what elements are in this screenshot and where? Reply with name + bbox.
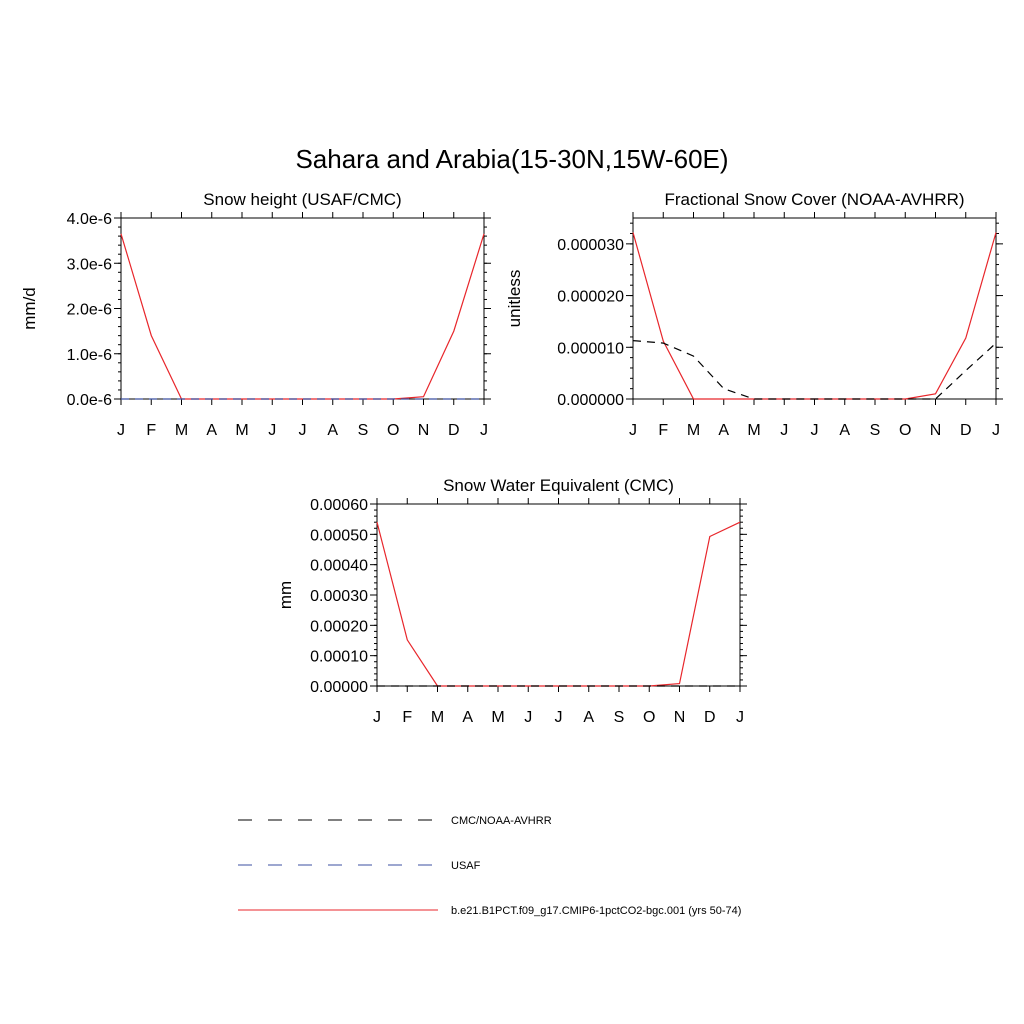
x-tick-label: J [480, 422, 488, 439]
legend-label: CMC/NOAA-AVHRR [451, 815, 552, 827]
x-tick-label: N [673, 709, 686, 726]
y-tick-label: 0.00010 [310, 648, 368, 666]
x-tick-label: O [643, 709, 656, 726]
y-tick-label: 0.00060 [310, 497, 368, 514]
series-line-model [633, 233, 996, 400]
panel-title: Snow Water Equivalent (CMC) [443, 476, 674, 495]
y-tick-label: 2.0e-6 [66, 301, 112, 319]
x-tick-label: O [899, 422, 912, 439]
x-tick-label: A [583, 709, 595, 726]
x-tick-label: A [462, 709, 474, 726]
x-tick-label: D [447, 422, 460, 439]
x-tick-label: J [554, 709, 563, 726]
x-tick-label: N [417, 422, 430, 439]
x-tick-label: A [206, 422, 218, 439]
y-tick-label: 0.000000 [557, 392, 624, 409]
panels [20, 190, 1003, 726]
y-tick-label: 0.000010 [557, 340, 624, 358]
x-tick-label: J [992, 422, 1000, 439]
x-tick-label: A [718, 422, 730, 439]
panel-title: Snow height (USAF/CMC) [203, 190, 402, 209]
x-tick-label: A [327, 422, 339, 439]
legend-item [238, 860, 481, 872]
panel-1 [20, 190, 491, 439]
x-tick-label: S [613, 709, 625, 726]
series-line-model [121, 234, 484, 399]
legend [238, 815, 741, 917]
x-tick-label: O [387, 422, 400, 439]
y-axis-label: mm [276, 580, 295, 610]
x-tick-label: J [810, 422, 819, 439]
plot-frame [633, 218, 996, 399]
x-tick-label: N [929, 422, 942, 439]
x-tick-label: J [780, 422, 789, 439]
x-tick-label: S [357, 422, 369, 439]
x-tick-label: A [839, 422, 851, 439]
x-tick-label: S [869, 422, 881, 439]
panel-title: Fractional Snow Cover (NOAA-AVHRR) [664, 190, 965, 209]
x-tick-label: M [491, 709, 505, 726]
x-tick-label: J [524, 709, 533, 726]
x-tick-label: D [703, 709, 716, 726]
x-tick-label: J [117, 422, 125, 439]
x-tick-label: J [298, 422, 307, 439]
x-tick-label: J [736, 709, 744, 726]
y-tick-label: 0.00000 [310, 679, 368, 696]
legend-item [238, 905, 741, 917]
x-tick-label: J [373, 709, 381, 726]
y-tick-label: 3.0e-6 [66, 256, 112, 274]
y-tick-label: 1.0e-6 [66, 346, 112, 364]
legend-item [238, 815, 552, 827]
x-tick-label: M [430, 709, 445, 726]
plot-frame [377, 504, 740, 686]
panel-3 [276, 476, 747, 726]
series-line-obs [633, 341, 996, 399]
x-tick-label: M [235, 422, 249, 439]
x-tick-label: M [174, 422, 189, 439]
x-tick-label: J [268, 422, 277, 439]
main-title: Sahara and Arabia(15-30N,15W-60E) [295, 144, 729, 174]
y-tick-label: 4.0e-6 [66, 211, 112, 228]
panel-2 [505, 190, 1003, 439]
legend-label: b.e21.B1PCT.f09_g17.CMIP6-1pctCO2-bgc.001 (yrs 50-74) [451, 905, 742, 917]
y-tick-label: 0.000030 [557, 236, 624, 254]
y-tick-label: 0.00050 [310, 527, 368, 545]
y-tick-label: 0.00020 [310, 618, 368, 636]
x-tick-label: F [658, 422, 669, 439]
y-axis-label: mm/d [20, 287, 39, 330]
legend-label: USAF [451, 860, 481, 872]
x-tick-label: D [959, 422, 972, 439]
x-tick-label: F [402, 709, 413, 726]
y-tick-label: 0.0e-6 [66, 392, 112, 409]
y-tick-label: 0.00040 [310, 557, 368, 575]
y-tick-label: 0.00030 [310, 588, 368, 605]
x-tick-label: M [686, 422, 701, 439]
y-tick-label: 0.000020 [557, 288, 624, 306]
y-axis-label: unitless [505, 269, 524, 328]
series-line-model [377, 522, 740, 686]
x-tick-label: M [747, 422, 761, 439]
plot-frame [121, 218, 484, 399]
x-tick-label: F [146, 422, 157, 439]
x-tick-label: J [629, 422, 637, 439]
